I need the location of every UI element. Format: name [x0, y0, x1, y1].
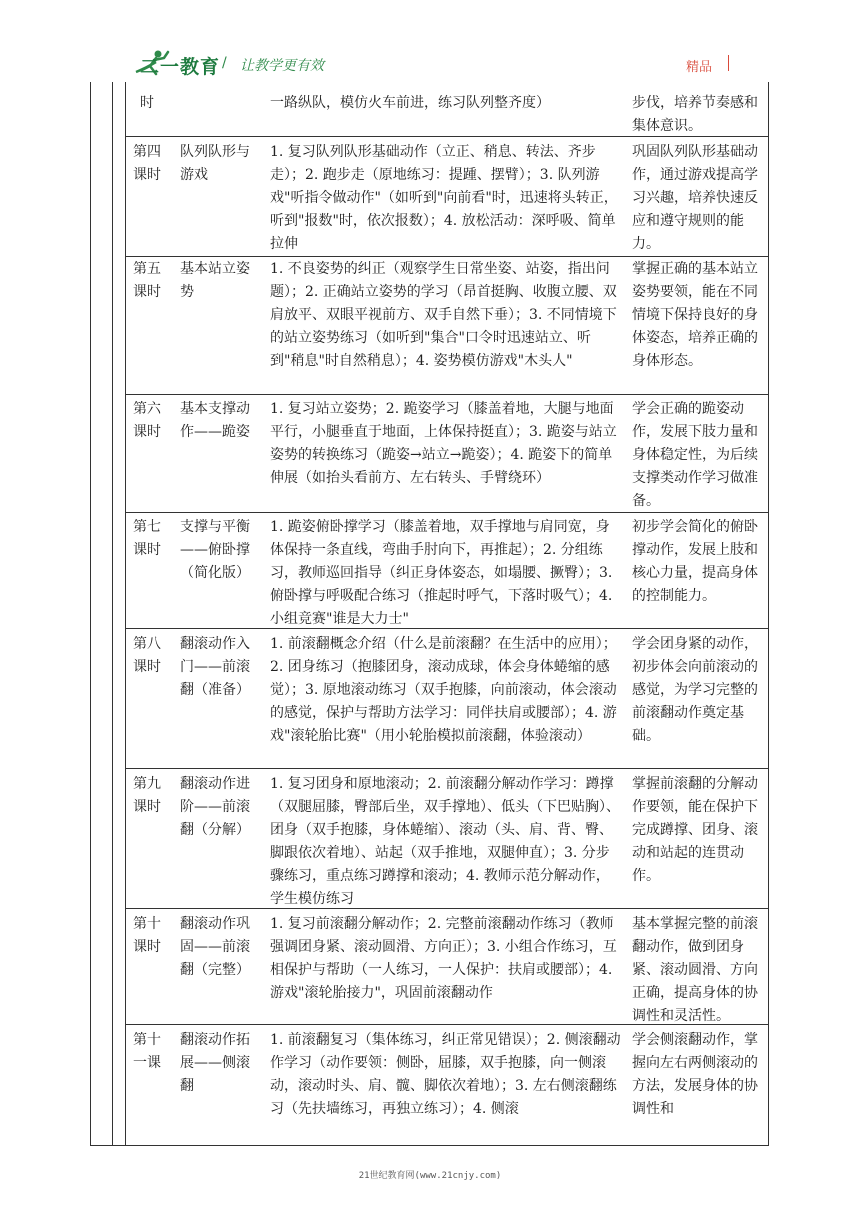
- table-border-left: [90, 82, 91, 1146]
- slogan: 让教学更有效: [240, 58, 324, 74]
- lesson-goal: 掌握前滚翻的分解动作要领，能在保护下完成蹲撑、团身、滚动和站起的连贯动作。: [632, 776, 758, 884]
- table-bottom: [90, 1145, 769, 1146]
- lesson-goal: 学会正确的跪姿动作，发展下肢力量和身体稳定性，为后续支撑类动作学习做准备。: [632, 401, 758, 509]
- lesson-title: 翻滚动作入门——前滚翻（准备）: [180, 636, 250, 698]
- row-divider: [125, 394, 769, 395]
- lesson-title: 基本支撑动作——跪姿: [180, 401, 250, 440]
- brand-name: 二一教育: [140, 56, 221, 78]
- lesson-number: 第七课时: [133, 519, 161, 558]
- page-footer: 21世纪教育网(www.21cnjy.com): [358, 1171, 502, 1181]
- table-col-divider: [125, 82, 126, 1146]
- lesson-goal: 巩固队列队形基础动作，通过游戏提高学习兴趣，培养快速反应和遵守规则的能力。: [632, 144, 758, 252]
- lesson-number: 第十一课: [133, 1032, 161, 1071]
- lesson-title: 翻滚动作巩固——前滚翻（完整）: [180, 916, 250, 978]
- lesson-content: 1. 跪姿俯卧撑学习（膝盖着地，双手撑地与肩同宽，身体保持一条直线，弯曲手肘向下，再推起）；2. 分组练习，教师巡回指导（纠正身体姿态，如塌腰、撅臀）；3. 俯卧撑与呼吸配合练习（推起时呼气，下落时吸气）；4. 小组竞赛"谁是大力士": [270, 519, 613, 627]
- lesson-number: 第十课时: [133, 916, 161, 955]
- lesson-title: 翻滚动作拓展——侧滚翻: [180, 1032, 250, 1094]
- lesson-goal: 初步学会简化的俯卧撑动作，发展上肢和核心力量，提高身体的控制能力。: [632, 519, 758, 604]
- lesson-goal: 步伐，培养节奏感和集体意识。: [632, 95, 758, 134]
- lesson-content: 1. 复习站立姿势；2. 跪姿学习（膝盖着地，大腿与地面平行，小腿垂直于地面，上体保持挺直）；3. 跪姿与站立姿势的转换练习（跪姿→站立→跪姿）；4. 跪姿下的简单伸展（如抬头看前方、左右转头、手臂绕环）: [270, 401, 617, 486]
- lesson-content: 1. 前滚翻复习（集体练习，纠正常见错误）；2. 侧滚翻动作学习（动作要领：侧卧，屈膝，双手抱膝，向一侧滚动，滚动时头、肩、髋、脚依次着地）；3. 左右侧滚翻练习（先扶墙练习，再独立练习）；4. 侧滚: [270, 1032, 621, 1117]
- lesson-title: 队列队形与游戏: [180, 144, 250, 183]
- row-divider: [125, 256, 769, 257]
- lesson-content: 1. 不良姿势的纠正（观察学生日常坐姿、站姿，指出问题）；2. 正确站立姿势的学习（昂首挺胸、收腹立腰、双肩放平、双眼平视前方、双手自然下垂）；3. 不同情境下的站立姿势练习（如听到"集合"口令时迅速站立、听到"稍息"时自然稍息）；4. 姿势模仿游戏"木头人": [270, 261, 617, 369]
- lesson-goal: 学会团身紧的动作，初步体会向前滚动的感觉，为学习完整的前滚翻动作奠定基础。: [632, 636, 758, 744]
- lesson-goal: 学会侧滚翻动作，掌握向左右两侧滚动的方法，发展身体的协调性和: [632, 1032, 758, 1117]
- table-border-right: [768, 82, 769, 1146]
- quality-tag: 精品: [686, 60, 713, 75]
- lesson-title: 基本站立姿势: [180, 261, 250, 300]
- lesson-number: 第八课时: [133, 636, 161, 675]
- lesson-content: 1. 前滚翻概念介绍（什么是前滚翻？在生活中的应用）；2. 团身练习（抱膝团身，滚动成球，体会身体蜷缩的感觉）；3. 原地滚动练习（双手抱膝，向前滚动，体会滚动的感觉，保护与帮助方法学习：同伴扶肩或腰部）；4. 游戏"滚轮胎比赛"（用小轮胎模拟前滚翻，体验滚动）: [270, 636, 617, 744]
- lesson-content: 1. 复习队列队形基础动作（立正、稍息、转法、齐步走）；2. 跑步走（原地练习：提踵、摆臂）；3. 队列游戏"听指令做动作"（如听到"向前看"时，迅速将头转正，听到"报数"时，依次报数）；4. 放松活动：深呼吸、简单拉伸: [270, 144, 618, 252]
- lesson-goal: 基本掌握完整的前滚翻动作，做到团身紧、滚动圆滑、方向正确，提高身体的协调性和灵活性。: [632, 916, 758, 1024]
- lesson-number: 第六课时: [133, 401, 161, 440]
- quality-divider: [728, 55, 729, 71]
- lesson-number: 第九课时: [133, 776, 161, 815]
- lesson-goal: 掌握正确的基本站立姿势要领，能在不同情境下保持良好的身体姿态，培养正确的身体形态。: [632, 261, 758, 369]
- lesson-number: 第五课时: [133, 261, 161, 300]
- row-divider: [125, 768, 769, 769]
- table-inner-left: [112, 82, 113, 1146]
- lesson-content: 一路纵队，模仿火车前进，练习队列整齐度）: [270, 95, 550, 111]
- page-header: [0, 0, 860, 92]
- lesson-title: 翻滚动作进阶——前滚翻（分解）: [180, 776, 250, 838]
- lesson-content: 1. 复习团身和原地滚动；2. 前滚翻分解动作学习：蹲撑（双腿屈膝，臀部后坐，双手撑地）、低头（下巴贴胸）、团身（双手抱膝，身体蜷缩）、滚动（头、肩、背、臀、脚跟依次着地）、站起（双手推地，双腿伸直）；3. 分步骤练习，重点练习蹲撑和滚动；4. 教师示范分解动作，学生模仿练习: [270, 776, 620, 907]
- lesson-number: 时: [140, 95, 154, 111]
- lesson-number: 第四课时: [133, 144, 161, 183]
- slogan-separator: /: [222, 55, 227, 71]
- lesson-title: 支撑与平衡——俯卧撑（简化版）: [180, 519, 250, 581]
- lesson-content: 1. 复习前滚翻分解动作；2. 完整前滚翻动作练习（教师强调团身紧、滚动圆滑、方向正）；3. 小组合作练习，互相保护与帮助（一人练习，一人保护：扶肩或腰部）；4. 游戏"滚轮胎接力"，巩固前滚翻动作: [270, 916, 617, 1001]
